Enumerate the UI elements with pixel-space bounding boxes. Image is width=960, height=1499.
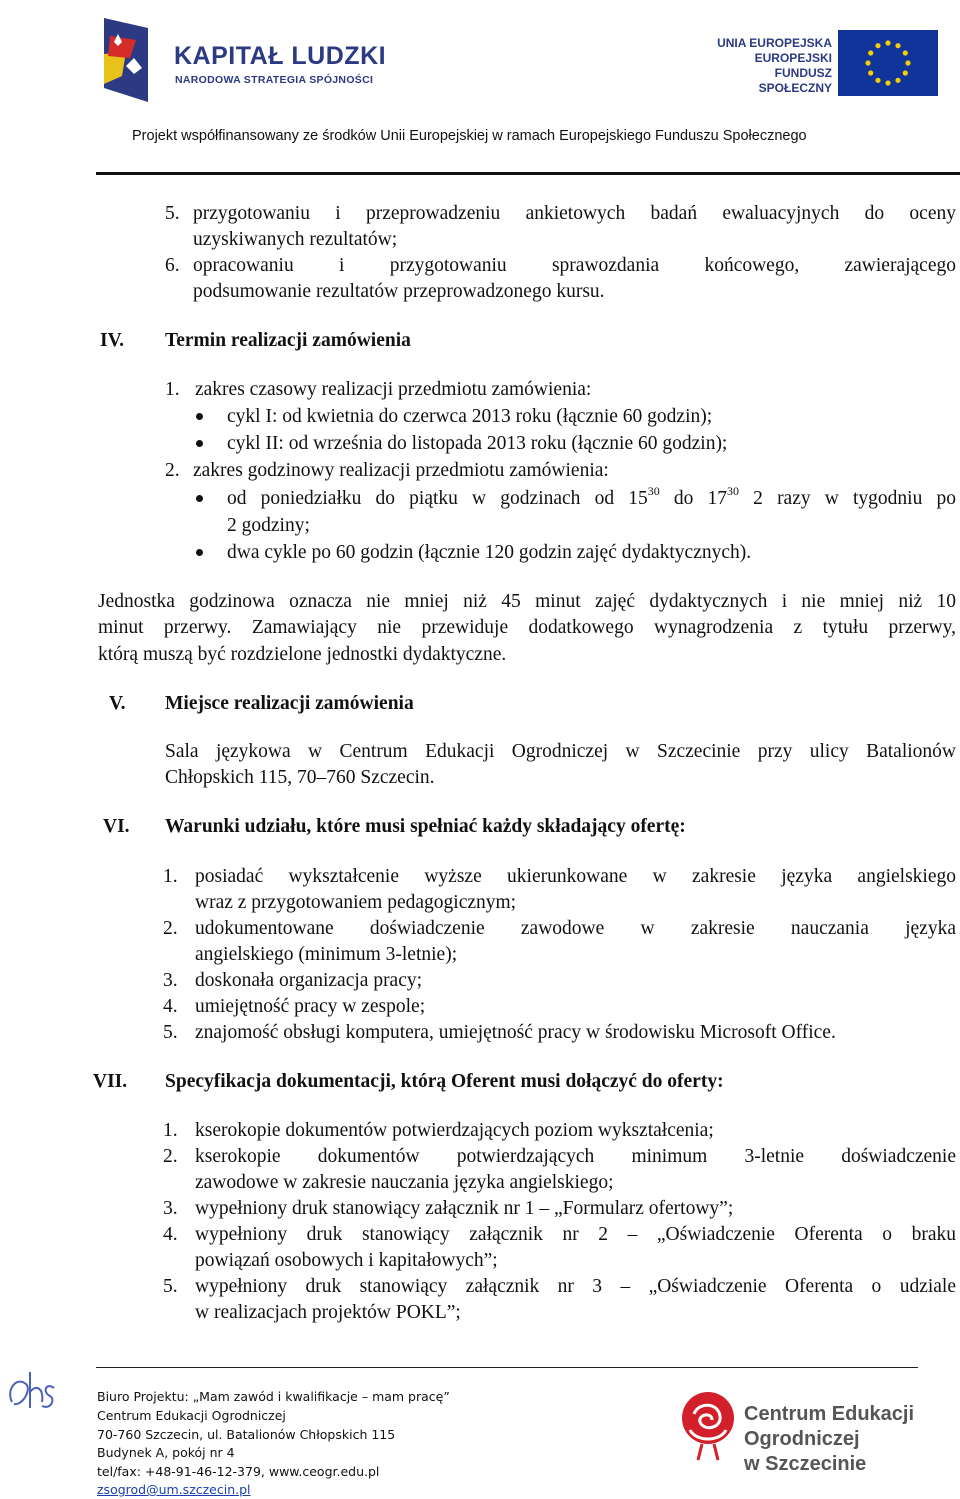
kapital-ludzki-logo	[96, 14, 387, 106]
bullet-icon	[196, 440, 203, 447]
list-item-line: wypełniony druk stanowiący załącznik nr 3 – „Oświadczenie Oferenta o udziale	[195, 1276, 956, 1297]
list-item-line: uzyskiwanych rezultatów;	[193, 229, 398, 250]
list-item-line: zakres godzinowy realizacji przedmiotu zamówienia:	[193, 460, 609, 481]
paragraph-line: minut przerwy. Zamawiający nie przewiduje dodatkowego wynagrodzenia z tytułu przerwy,	[98, 617, 956, 638]
list-item-line: posiadać wykształcenie wyższe ukierunkowane w zakresie języka angielskiego	[195, 866, 956, 887]
eu-line-2: EUROPEJSKI	[754, 51, 832, 65]
list-item-line: wypełniony druk stanowiący załącznik nr 1 – „Formularz ofertowy”;	[195, 1198, 734, 1219]
list-num: 2.	[163, 1146, 178, 1167]
list-num: 2.	[163, 918, 178, 939]
eu-line-3: FUNDUSZ SPOŁECZNY	[758, 66, 832, 95]
section-heading: Specyfikacja dokumentacji, którą Oferent musi dołączyć do oferty:	[165, 1071, 724, 1092]
section-heading: Warunki udziału, które musi spełniać każdy składający ofertę:	[165, 816, 686, 837]
list-item-line: umiejętność pracy w zespole;	[195, 996, 426, 1017]
eu-flag-icon	[838, 30, 938, 96]
paragraph-line: Sala językowa w Centrum Edukacji Ogrodniczej w Szczecinie przy ulicy Batalionów	[165, 741, 956, 762]
footer-divider	[96, 1367, 918, 1368]
list-num: 4.	[163, 1224, 178, 1245]
section-heading: Termin realizacji zamówienia	[165, 330, 411, 351]
list-item-line: kserokopie dokumentów potwierdzających minimum 3-letnie doświadczenie	[195, 1146, 956, 1167]
eu-logo	[700, 22, 940, 102]
cofinancing-note: Projekt współfinansowany ze środków Unii Europejskiej w ramach Europejskiego Funduszu Społecznego	[132, 128, 807, 144]
bullet-item: cykl I: od kwietnia do czerwca 2013 roku (łącznie 60 godzin);	[227, 406, 713, 427]
section-number: IV.	[100, 330, 125, 351]
list-num: 1.	[163, 1120, 178, 1141]
paragraph-line: Jednostka godzinowa oznacza nie mniej niż 45 minut zajęć dydaktycznych i nie mniej niż 10	[98, 591, 956, 612]
ceo-line-3: w Szczecinie	[744, 1453, 867, 1475]
list-item-line: przygotowaniu i przeprowadzeniu ankietowych badań ewaluacyjnych do oceny	[193, 203, 956, 224]
footer-line: Biuro Projektu: „Mam zawód i kwalifikacje – mam pracę”	[97, 1389, 450, 1404]
list-num: 6.	[165, 255, 180, 276]
ceo-rose-logo-icon	[672, 1384, 744, 1464]
kapital-ludzki-subtitle: NARODOWA STRATEGIA SPÓJNOŚCI	[175, 74, 374, 86]
school-logo-icon	[2, 1362, 58, 1422]
list-item-line: wraz z przygotowaniem pedagogicznym;	[195, 892, 517, 913]
eu-line-1: UNIA EUROPEJSKA	[717, 36, 832, 50]
list-item-line: zakres czasowy realizacji przedmiotu zamówienia:	[195, 379, 592, 400]
list-num: 1.	[163, 866, 178, 887]
bullet-item: dwa cykle po 60 godzin (łącznie 120 godzin zajęć dydaktycznych).	[227, 542, 752, 563]
footer-email-line	[97, 1480, 251, 1499]
email-link[interactable]: zsogrod@um.szczecin.pl	[97, 1482, 251, 1497]
list-num: 4.	[163, 996, 178, 1017]
list-item-line: powiązań osobowych i kapitałowych”;	[195, 1250, 498, 1271]
ceo-logo-text	[744, 1402, 914, 1477]
list-num: 3.	[163, 1198, 178, 1219]
list-num: 2.	[165, 460, 180, 481]
paragraph-line: którą muszą być rozdzielone jednostki dydaktyczne.	[98, 644, 507, 665]
ceo-line-1: Centrum Edukacji	[744, 1403, 915, 1425]
bullet-item: od poniedziałku do piątku w godzinach od $15^{30}$ do $17^{30}$ 2 razy w tygodniu po	[227, 483, 956, 509]
list-num: 5.	[163, 1276, 178, 1297]
kapital-ludzki-emblem-icon	[96, 14, 158, 104]
footer-line: 70-760 Szczecin, ul. Batalionów Chłopskich 115	[97, 1427, 396, 1442]
list-item-line: doskonała organizacja pracy;	[195, 970, 423, 991]
list-item-line: opracowaniu i przygotowaniu sprawozdania końcowego, zawierającego	[193, 255, 956, 276]
section-number: VII.	[93, 1071, 128, 1092]
paragraph-line: Chłopskich 115, 70–760 Szczecin.	[165, 767, 435, 788]
list-item-line: znajomość obsługi komputera, umiejętność pracy w środowisku Microsoft Office.	[195, 1022, 836, 1043]
footer-line: Centrum Edukacji Ogrodniczej	[97, 1408, 286, 1423]
list-num: 1.	[165, 379, 180, 400]
bullet-icon	[196, 495, 203, 502]
header-divider	[96, 172, 960, 175]
section-heading: Miejsce realizacji zamówienia	[165, 693, 414, 714]
bullet-item-line: 2 godziny;	[227, 515, 310, 536]
bullet-icon	[196, 413, 203, 420]
kapital-ludzki-title: KAPITAŁ LUDZKI	[174, 42, 387, 70]
list-item-line: udokumentowane doświadczenie zawodowe w zakresie nauczania języka	[195, 918, 956, 939]
list-num: 5.	[163, 1022, 178, 1043]
list-item-line: zawodowe w zakresie nauczania języka angielskiego;	[195, 1172, 614, 1193]
section-number: VI.	[103, 816, 130, 837]
section-number: V.	[109, 693, 126, 714]
bullet-item: cykl II: od września do listopada 2013 roku (łącznie 60 godzin);	[227, 433, 728, 454]
ceo-line-2: Ogrodniczej	[744, 1428, 860, 1450]
list-item-line: wypełniony druk stanowiący załącznik nr 2 – „Oświadczenie Oferenta o braku	[195, 1224, 956, 1245]
list-num: 3.	[163, 970, 178, 991]
list-item-line: kserokopie dokumentów potwierdzających poziom wykształcenia;	[195, 1120, 714, 1141]
list-item-line: podsumowanie rezultatów przeprowadzonego kursu.	[193, 281, 605, 302]
list-item-line: angielskiego (minimum 3-letnie);	[195, 944, 458, 965]
list-item-line: w realizacjach projektów POKL”;	[195, 1302, 461, 1323]
bullet-icon	[196, 549, 203, 556]
footer-line: tel/fax: +48-91-46-12-379, www.ceogr.edu.pl	[97, 1464, 380, 1479]
footer-line: Budynek A, pokój nr 4	[97, 1445, 235, 1460]
list-num: 5.	[165, 203, 180, 224]
